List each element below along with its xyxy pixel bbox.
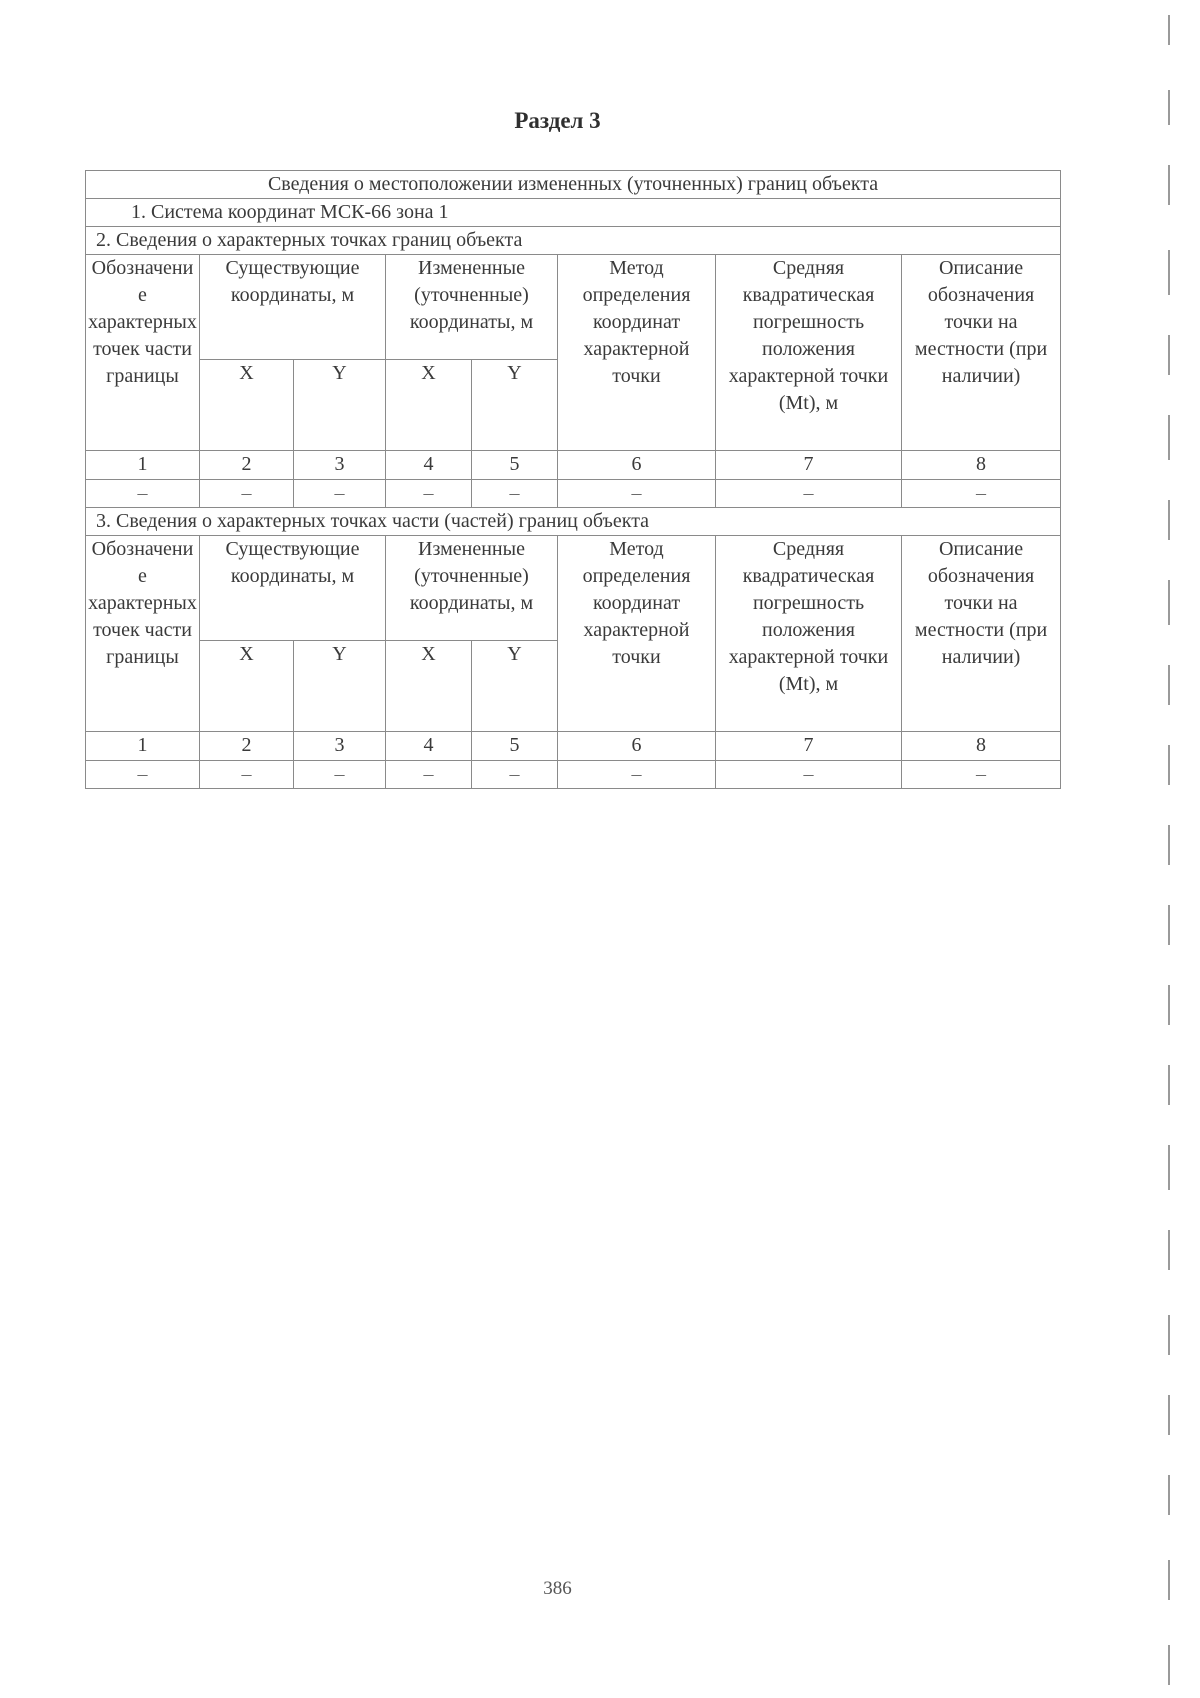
header-description: Описание обозначения точки на местности (при наличии) xyxy=(902,536,1061,732)
header-designation: Обозначение характерных точек части границы xyxy=(86,255,200,451)
column-number: 8 xyxy=(902,732,1061,761)
header-y: Y xyxy=(472,641,558,732)
empty-cell: – xyxy=(472,761,558,789)
empty-cell: – xyxy=(472,480,558,508)
empty-cell: – xyxy=(86,761,200,789)
page-number: 386 xyxy=(543,1578,572,1599)
table-caption: Сведения о местоположении измененных (уточненных) границ объекта xyxy=(86,171,1061,199)
column-number: 6 xyxy=(558,451,716,480)
column-number: 4 xyxy=(386,451,472,480)
part3-title: 3. Сведения о характерных точках части (частей) границ объекта xyxy=(86,508,1061,536)
header-x: X xyxy=(200,360,294,451)
empty-cell: – xyxy=(200,480,294,508)
header-y: Y xyxy=(472,360,558,451)
empty-cell: – xyxy=(294,480,386,508)
empty-cell: – xyxy=(386,480,472,508)
header-y: Y xyxy=(294,641,386,732)
empty-cell: – xyxy=(386,761,472,789)
column-number: 1 xyxy=(86,732,200,761)
header-existing-coords: Существующие координаты, м xyxy=(200,536,386,641)
empty-cell: – xyxy=(294,761,386,789)
binding-marks xyxy=(1168,0,1188,1698)
empty-cell: – xyxy=(716,480,902,508)
column-number: 5 xyxy=(472,732,558,761)
column-number: 1 xyxy=(86,451,200,480)
column-number: 3 xyxy=(294,451,386,480)
empty-cell: – xyxy=(716,761,902,789)
column-number: 5 xyxy=(472,451,558,480)
header-x: X xyxy=(386,641,472,732)
column-number: 7 xyxy=(716,732,902,761)
coord-system-row: 1. Система координат МСК-66 зона 1 xyxy=(86,199,1061,227)
column-number: 2 xyxy=(200,451,294,480)
header-x: X xyxy=(386,360,472,451)
header-y: Y xyxy=(294,360,386,451)
header-changed-coords: Измененные (уточненные) координаты, м xyxy=(386,536,558,641)
empty-cell: – xyxy=(558,761,716,789)
header-existing-coords: Существующие координаты, м xyxy=(200,255,386,360)
empty-cell: – xyxy=(86,480,200,508)
header-designation: Обозначение характерных точек части границы xyxy=(86,536,200,732)
empty-cell: – xyxy=(558,480,716,508)
empty-cell: – xyxy=(902,761,1061,789)
header-changed-coords: Измененные (уточненные) координаты, м xyxy=(386,255,558,360)
section-title: Раздел 3 xyxy=(514,108,601,133)
header-description: Описание обозначения точки на местности (при наличии) xyxy=(902,255,1061,451)
column-number: 7 xyxy=(716,451,902,480)
empty-cell: – xyxy=(200,761,294,789)
header-method: Метод определения координат характерной точки xyxy=(558,536,716,732)
column-number: 2 xyxy=(200,732,294,761)
column-number: 3 xyxy=(294,732,386,761)
column-number: 8 xyxy=(902,451,1061,480)
column-number: 4 xyxy=(386,732,472,761)
part2-title: 2. Сведения о характерных точках границ объекта xyxy=(86,227,1061,255)
header-error: Средняя квадратическая погрешность положения характерной точки (Mt), м xyxy=(716,255,902,451)
header-error: Средняя квадратическая погрешность положения характерной точки (Mt), м xyxy=(716,536,902,732)
header-method: Метод определения координат характерной точки xyxy=(558,255,716,451)
header-x: X xyxy=(200,641,294,732)
column-number: 6 xyxy=(558,732,716,761)
boundary-table xyxy=(85,170,1061,789)
empty-cell: – xyxy=(902,480,1061,508)
